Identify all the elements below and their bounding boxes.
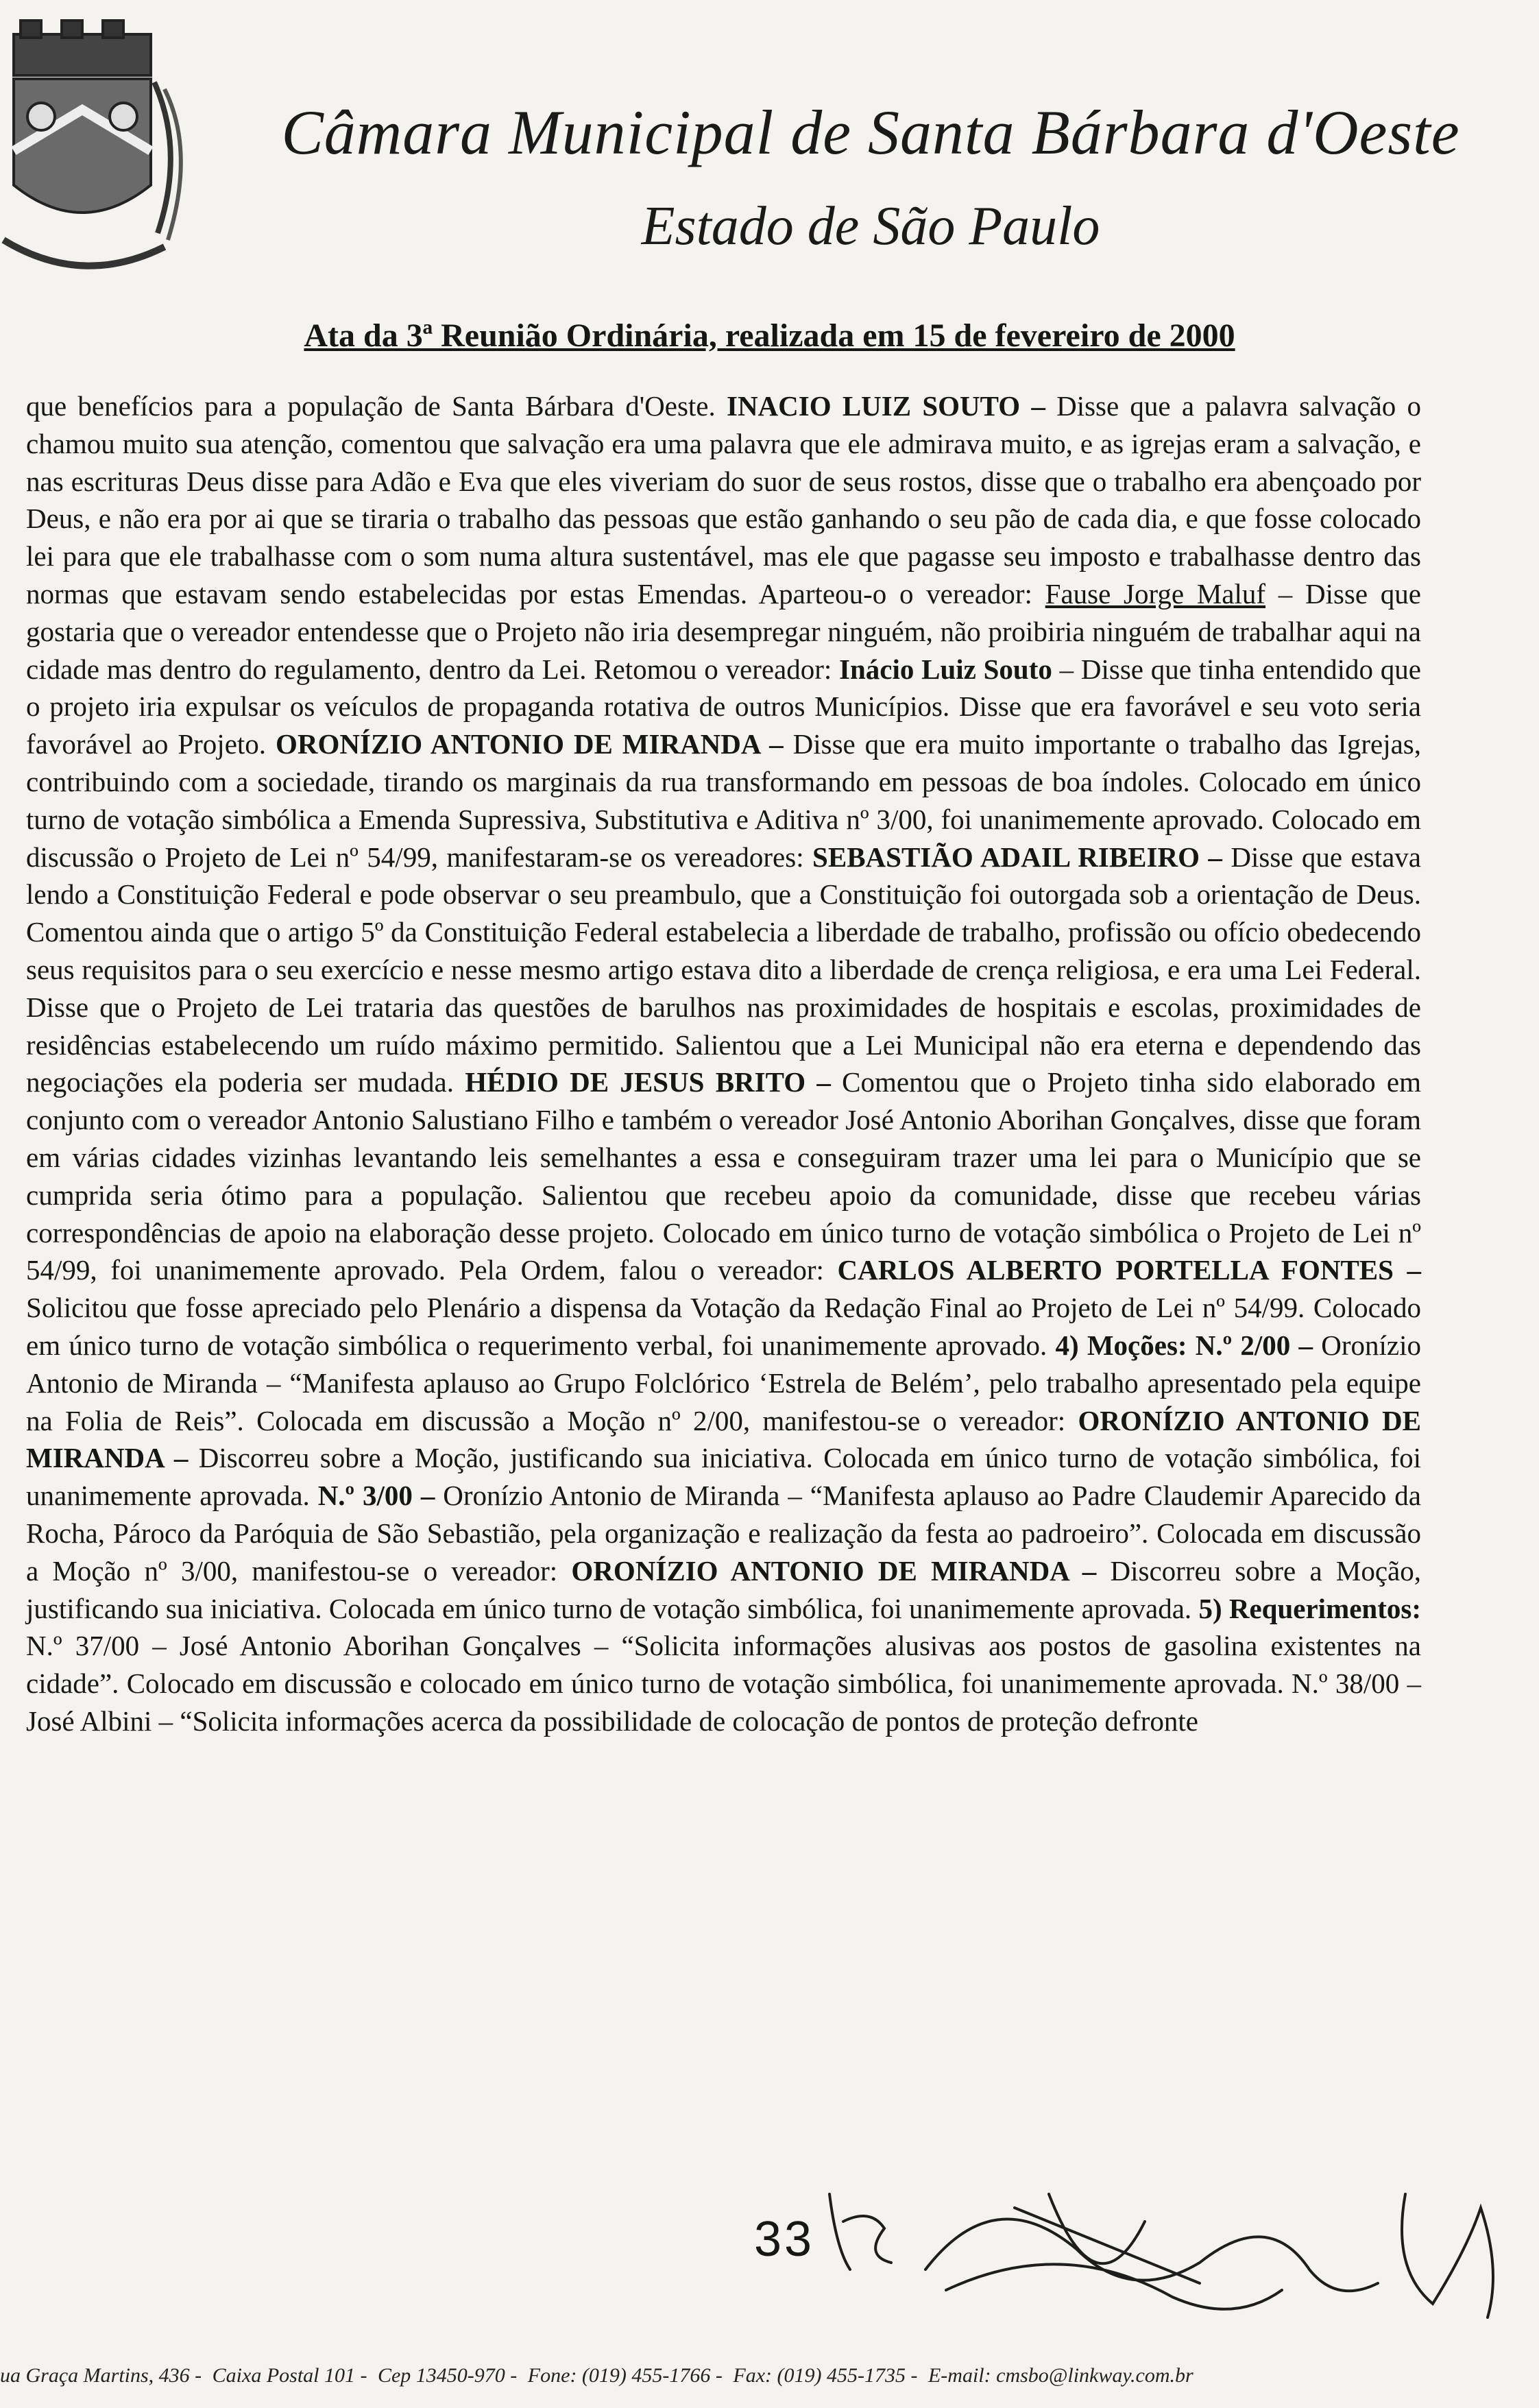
footer-po-box: Caixa Postal 101 -: [212, 2364, 367, 2387]
text-segment: Solicitou que fosse apreciado pelo Plenário a dispensa da Votação da Redação Final ao Projeto de Lei nº 54/99. Colocado em único turno de votação simbólica o requerimento verbal, foi unanimemente aprovado.: [26, 1292, 1421, 1361]
footer-address: ua Graça Martins, 436 -: [0, 2364, 202, 2387]
speaker-name: Inácio Luiz Souto: [839, 653, 1052, 685]
speaker-name: SEBASTIÃO ADAIL RIBEIRO –: [812, 841, 1231, 873]
speaker-name: INACIO LUIZ SOUTO –: [726, 390, 1057, 422]
text-segment: – Disse que gostaria que o vereador entendesse que o Projeto não iria desempregar ninguém, não proibiria ninguém de trabalhar aqui na cidade mas dentro do regulamento, dentro da Lei. Retomou o vereador:: [26, 577, 1421, 685]
footer-email: E-mail: cmsbo@linkway.com.br: [928, 2364, 1193, 2387]
minutes-body: [26, 387, 1421, 1740]
speaker-name: HÉDIO DE JESUS BRITO –: [465, 1066, 843, 1098]
speaker-name: Fause Jorge Maluf: [1045, 577, 1266, 610]
text-segment: Disse que estava lendo a Constituição Federal e pode observar o seu preambulo, que a Constituição foi outorgada sob a orientação de Deus. Comentou ainda que o artigo 5º da Constituição Federal estabelecia a liberdade de trabalho, profissão ou ofício obedecendo seus requisitos para o seu exercício e nesse mesmo artigo estava dito a liberdade de crença religiosa, e era uma Lei Federal. Disse que o Projeto de Lei trataria das questões de barulhos nas proximidades de hospitais e escolas, proximidades de residências estabelecendo um ruído máximo permitido. Salientou que a Lei Municipal não era eterna e dependendo das negociações ela poderia ser mudada.: [26, 841, 1421, 1098]
municipal-coat-of-arms: [0, 14, 199, 288]
council-name: Câmara Municipal de Santa Bárbara d'Oeste: [281, 97, 1460, 167]
text-segment: que benefícios para a população de Santa Bárbara d'Oeste.: [26, 390, 727, 422]
text-segment: Oronízio Antonio de Miranda – “Manifesta aplauso ao Padre Claudemir Aparecido da Rocha, Pároco da Paróquia de São Sebastião, pela organização e realização da festa ao padroeiro”. Colocada em discussão a Moção nº 3/00, manifestou-se o vereador:: [26, 1480, 1421, 1587]
footer-phone: Fone: (019) 455-1766 -: [527, 2364, 723, 2387]
section-heading: 5) Requerimentos:: [1198, 1592, 1421, 1624]
letterhead-footer: [0, 2364, 1539, 2387]
text-segment: Discorreu sobre a Moção, justificando sua iniciativa. Colocada em único turno de votação simbólica, foi unanimemente aprovada.: [26, 1554, 1421, 1624]
section-heading: 4) Moções: N.º 2/00 –: [1055, 1329, 1322, 1361]
state-name: Estado de São Paulo: [641, 196, 1100, 256]
page-number: 33: [754, 2212, 815, 2267]
text-segment: – Disse que tinha entendido que o projeto iria expulsar os veículos de propaganda rotativa de outros Municípios. Disse que era favorável e seu voto seria favorável ao Projeto.: [26, 653, 1421, 760]
text-segment: Oronízio Antonio de Miranda – “Manifesta aplauso ao Grupo Folclórico ‘Estrela de Belém’, pelo trabalho apresentado pela equipe na Folia de Reis”. Colocada em discussão a Moção nº 2/00, manifestou-se o vereador:: [26, 1329, 1421, 1436]
minutes-paragraph: [26, 387, 1421, 1740]
signatures: [788, 2167, 1529, 2338]
text-segment: Disse que a palavra salvação o chamou muito sua atenção, comentou que salvação era uma palavra que ele admirava muito, e as igrejas eram a salvação, e nas escrituras Deus disse para Adão e Eva que eles viveriam do suor de seus rostos, disse que o trabalho era abençoado por Deus, e não era por ai que se tiraria o trabalho das pessoas que estão ganhando o seu pão de cada dia, e que fosse colocado lei para que ele trabalhasse com o som numa altura sustentável, mas ele que pagasse seu imposto e trabalhasse dentro das normas que estavam sendo estabelecidas por estas Emendas. Aparteou-o o vereador:: [26, 390, 1422, 610]
text-segment: Comentou que o Projeto tinha sido elaborado em conjunto com o vereador Antonio Salustiano Filho e também o vereador José Antonio Aborihan Gonçalves, disse que foram em várias cidades vizinhas levantando leis semelhantes a essa e conseguiram trazer uma lei para o Município que se cumprida seria ótimo para a população. Salientou que recebeu apoio da comunidade, disse que recebeu várias correspondências de apoio na elaboração desse projeto. Colocado em único turno de votação simbólica o Projeto de Lei nº 54/99, foi unanimemente aprovado. Pela Ordem, falou o vereador:: [26, 1066, 1422, 1286]
speaker-name: ORONÍZIO ANTONIO DE MIRANDA –: [26, 1404, 1421, 1474]
speaker-name: CARLOS ALBERTO PORTELLA FONTES –: [837, 1254, 1421, 1286]
text-segment: Discorreu sobre a Moção, justificando sua iniciativa. Colocada em único turno de votação simbólica, foi unanimemente aprovada.: [26, 1442, 1422, 1512]
text-segment: Disse que era muito importante o trabalho das Igrejas, contribuindo com a sociedade, tirando os marginais da rua transformando em pessoas de boa índoles. Colocado em único turno de votação simbólica a Emenda Supressiva, Substitutiva e Aditiva nº 3/00, foi unanimemente aprovado. Colocado em discussão o Projeto de Lei nº 54/99, manifestaram-se os vereadores:: [26, 728, 1421, 873]
footer-zip: Cep 13450-970 -: [377, 2364, 518, 2387]
motion-number: N.º 3/00 –: [317, 1480, 444, 1512]
speaker-name: ORONÍZIO ANTONIO DE MIRANDA –: [571, 1554, 1111, 1587]
minutes-title: Ata da 3ª Reunião Ordinária, realizada em 15 de fevereiro de 2000: [304, 317, 1235, 354]
speaker-name: ORONÍZIO ANTONIO DE MIRANDA –: [275, 728, 793, 760]
footer-fax: Fax: (019) 455-1735 -: [733, 2364, 918, 2387]
text-segment: N.º 37/00 – José Antonio Aborihan Gonçalves – “Solicita informações alusivas aos postos de gasolina existentes na cidade”. Colocado em discussão e colocado em único turno de votação simbólica, foi unanimemente aprovada. N.º 38/00 – José Albini – “Solicita informações acerca da possibilidade de colocação de pontos de proteção defronte: [26, 1630, 1421, 1737]
